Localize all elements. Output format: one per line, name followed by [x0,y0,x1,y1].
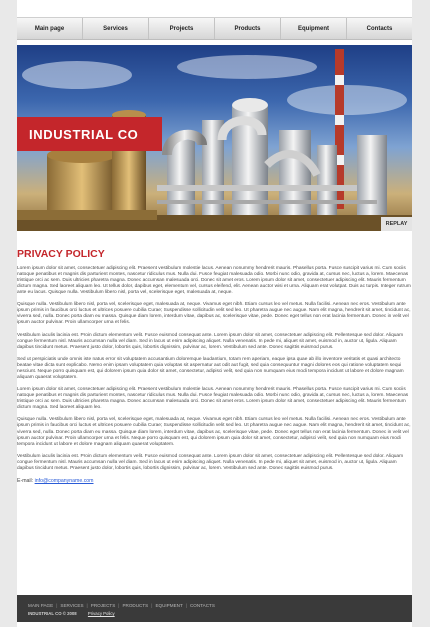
nav-item-main-page[interactable]: Main page [17,18,83,39]
footer-separator: | [151,603,153,608]
footer-separator: | [86,603,88,608]
footer-link-contacts[interactable]: CONTACTS [189,603,215,608]
footer [17,595,412,622]
footer-nav [28,603,215,608]
policy-paragraph: Lorem ipsum dolor sit amet, consectetuer adipiscing elit. Praesent vestibulum molestie lacus. Aenean nonummy hendrerit mauris. Phasellus porta. Fusce suscipit varius mi. Cum sociis natoque penatibus et magnis dis parturient montes, nascetur ridiculus mus. Nulla dui. Fusce feugiat malesuada odio. Morbi nunc odio, gravida at, cursus nec, luctus a, lorem. Maecenas tristique orci ac sem. Duis ultricies pharetra magna. Donec accumsan malesuada orci. Donec sit amet eros. Lorem ipsum dolor sit amet, consectetuer adipiscing elit. Mauris fermentum dictum magna. Sed laoreet aliquam leo. [17,387,409,411]
footer-link-projects[interactable]: PROJECTS [90,603,116,608]
page-title: PRIVACY POLICY [17,248,105,260]
policy-paragraph: Vestibulum iaculis lacinia est. Proin dictum elementum velit. Fusce euismod consequat ante. Lorem ipsum dolor sit amet, consectetuer adipiscing elit. Pellentesque sed dolor. Aliquam congue fermentum nisl. Mauris accumsan nulla vel diam. Sed in lacus ut enim adipiscing aliquet. Nulla venenatis. In pede mi, aliquet sit amet, euismod in, auctor ut, ligula. Aliquam dapibus tincidunt metus. Praesent justo dolor, lobortis quis, lobortis dignissim, pulvinar ac, lorem. Vestibulum sed ante. Donec sagittis euismod purus. [17,453,404,471]
nav-item-services[interactable]: Services [83,18,149,39]
footer-separator: | [118,603,120,608]
policy-content [17,266,412,484]
hero-banner [17,45,412,231]
page [17,0,412,627]
nav-item-contacts[interactable]: Contacts [366,25,393,32]
copyright-text: INDUSTRIAL CO © 2008 [28,611,77,616]
nav-item-products[interactable]: Products [215,18,281,39]
footer-link-products[interactable]: PRODUCTS [122,603,149,608]
hero-title: INDUSTRIAL CO [17,117,162,151]
email-label: E-mail: [17,477,34,484]
email-link[interactable]: info@companyname.com [34,477,94,484]
email-line [17,478,412,484]
footer-separator: | [185,603,187,608]
policy-paragraph: Vestibulum iaculis lacinia est. Proin dictum elementum velit. Fusce euismod consequat ante. Lorem ipsum dolor sit amet, consectetuer adipiscing elit. Pellentesque sed dolor. Aliquam congue fermentum nisl. Mauris accumsan nulla vel diam. Sed in lacus ut enim adipiscing aliquet. Nulla venenatis. In pede mi, aliquet sit amet, euismod in, auctor ut, ligula. Aliquam dapibus tincidunt metus. Praesent justo dolor, lobortis quis, lobortis dignissim, pulvinar ac, lorem. Vestibulum sed ante. Donec sagittis euismod purus. [17,332,404,350]
replay-button[interactable]: REPLAY [381,217,412,231]
nav-item-equipment[interactable]: Equipment [281,18,347,39]
privacy-policy-link[interactable]: Privacy Policy [87,611,115,616]
main-nav [17,17,412,40]
footer-link-main-page[interactable]: MAIN PAGE [28,603,54,608]
nav-item-projects[interactable]: Projects [149,18,215,39]
policy-paragraph: Quisque nulla. Vestibulum libero nisl, porta vel, scelerisque eget, malesuada at, neque. Vivamus eget nibh. Etiam cursus leo vel metus. Nulla facilisi. Aenean nec eros. Vestibulum ante ipsum primis in faucibus orci luctus et ultrices posuere cubilia Curae; Suspendisse sollicitudin velit sed leo. Ut pharetra augue nec augue. Nam elit magna, hendrerit sit amet, tincidunt ac, viverra sed, nulla. Donec porta diam eu massa. Quisque diam lorem, interdum vitae, dapibus ac, scelerisque vitae, pede. Donec eget tellus non erat lacinia fermentum. Donec in velit vel ipsum auctor pulvinar. Proin ullamcorper urna et felis. Neque porro quisquam est, qui dolorem ipsum quia dolor sit amet, consectetur, adipisci velit, sed quia non numquam eius modi tempora incidunt ut labore et dolore magnam aliquam quaerat voluptatem. [17,417,411,447]
footer-link-equipment[interactable]: EQUIPMENT [155,603,183,608]
policy-paragraph: Quisque nulla. Vestibulum libero nisl, porta vel, scelerisque eget, malesuada at, neque. Vivamus eget nibh. Etiam cursus leo vel metus. Nulla facilisi. Aenean nec eros. Vestibulum ante ipsum primis in faucibus orci luctus et ultrices posuere cubilia Curae; Suspendisse sollicitudin velit sed leo. Ut pharetra augue nec augue. Nam elit magna, hendrerit sit amet, tincidunt ac, viverra sed, nulla. Donec porta diam eu massa. Quisque diam lorem, interdum vitae, dapibus ac, scelerisque vitae, pede. Donec eget tellus non erat lacinia fermentum. Donec in velit vel ipsum auctor pulvinar. Proin ullamcorper urna et felis. [17,302,411,326]
footer-link-services[interactable]: SERVICES [60,603,84,608]
policy-paragraph: Sed ut perspiciatis unde omnis iste natus error sit voluptatem accusantium doloremque laudantium, totam rem aperiam, eaque ipsa quae ab illo inventore veritatis et quasi architecto beatae vitae dicta sunt explicabo. Nemo enim ipsam voluptatem quia voluptas sit aspernatur aut odit aut fugit, sed quia consequuntur magni dolores eos qui ratione voluptatem sequi nesciunt. Neque porro quisquam est, qui dolorem ipsum quia dolor sit amet, consectetur, adipisci velit, sed quia non numquam eius modi tempora incidunt ut labore et dolore magnam aliquam quaerat voluptatem. [17,356,404,380]
footer-separator: | [56,603,58,608]
policy-paragraph: Lorem ipsum dolor sit amet, consectetuer adipiscing elit. Praesent vestibulum molestie lacus. Aenean nonummy hendrerit mauris. Phasellus porta. Fusce suscipit varius mi. Cum sociis natoque penatibus et magnis dis parturient montes, nascetur ridiculus mus. Nulla dui. Fusce feugiat malesuada odio. Morbi nunc odio, gravida at, cursus nec, luctus a, lorem. Maecenas tristique orci ac sem. Duis ultricies pharetra magna. Donec accumsan malesuada orci. Donec sit amet eros. Lorem ipsum dolor sit amet, consectetuer adipiscing elit. Mauris fermentum dictum magna. Sed laoreet aliquam leo. Ut tellus dolor, dapibus eget, elementum vel, cursus eleifend, elit. Aenean auctor wisi et urna. Aliquam erat volutpat. Duis ac turpis. Integer rutrum ante eu lacus. Quisque nulla. Vestibulum libero nisl, porta vel, scelerisque eget, malesuada at, neque. [17,266,411,296]
copyright [28,611,115,616]
